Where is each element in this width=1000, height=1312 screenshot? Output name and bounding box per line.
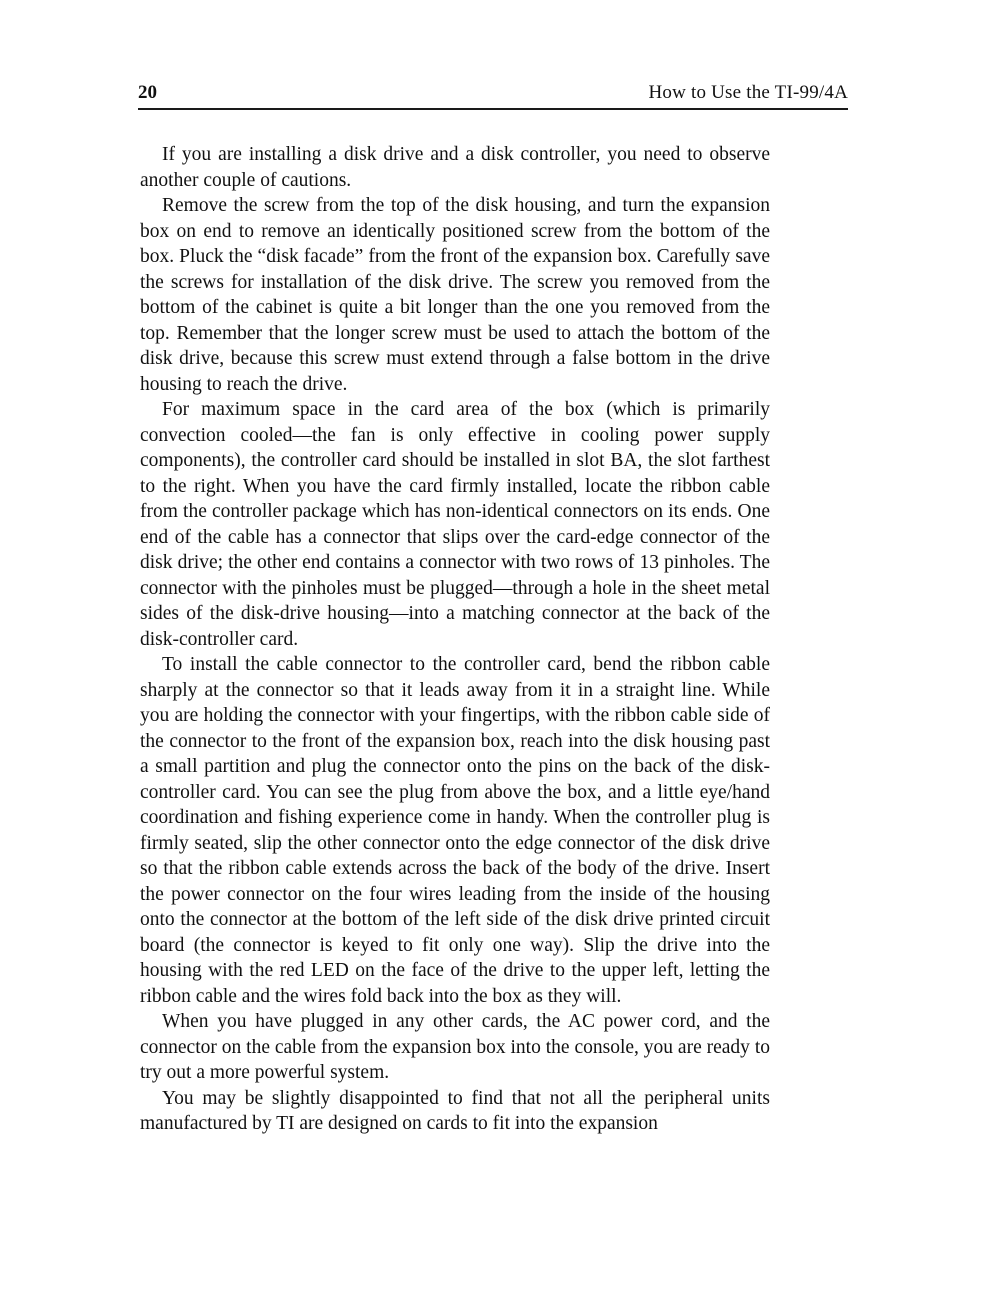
paragraph-remove-screw: Remove the screw from the top of the disk housing, and turn the expansion box on end to remove an identically positioned screw from the bottom of the box. Pluck the “disk facade” from the front of the expansion box. Carefully save the screws for installation of the disk drive. The screw you removed from the bottom of the cabinet is quite a bit longer than the one you removed from the top. Remember that the longer screw must be used to attach the bottom of the disk drive, because this screw must extend through a false bottom in the drive housing to reach the drive. <box>140 195 770 395</box>
page-number: 20 <box>138 82 157 103</box>
paragraph-cautions: If you are installing a disk drive and a disk controller, you need to observe another couple of cautions. <box>140 144 770 191</box>
paragraph-card-area: For maximum space in the card area of the box (which is primarily convection cooled—the fan is only effective in cooling power supply components), the controller card should be installed in slot BA, the slot farthest to the right. When you have the card firmly installed, locate the ribbon cable from the controller package which has non-identical connectors on its ends. One end of the cable has a connector that slips over the card-edge connector of the disk drive; the other end contains a connector with two rows of 13 pinholes. The connector with the pinholes must be plugged—through a hole in the sheet metal sides of the disk-drive housing—into a matching connector at the back of the disk-controller card. <box>140 399 770 650</box>
page-header <box>138 82 848 110</box>
paragraph-install-cable: To install the cable connector to the controller card, bend the ribbon cable sharply at the connector so that it leads away from it in a straight line. While you are holding the connector with your fingertips, with the ribbon cable side of the connector to the front of the expansion box, reach into the disk housing past a small partition and plug the connector onto the pins on the back of the disk-controller card. You can see the plug from above the box, and a little eye/hand coordination and fishing experience come in handy. When the controller plug is firmly seated, slip the other connector onto the edge connector of the disk drive so that the ribbon cable extends across the back of the body of the drive. Insert the power connector on the four wires leading from the inside of the housing onto the connector at the bottom of the left side of the disk drive printed circuit board (the connector is keyed to fit only one way). Slip the drive into the housing with the red LED on the face of the drive to the upper left, letting the ribbon cable and the wires fold back into the box as they will. <box>140 654 770 1007</box>
running-head: How to Use the TI-99/4A <box>648 82 848 103</box>
paragraph-ready: When you have plugged in any other cards, the AC power cord, and the connector on the cable from the expansion box into the console, you are ready to try out a more powerful system. <box>140 1011 770 1083</box>
paragraph-peripheral-units: You may be slightly disappointed to find that not all the peripheral units manufactured by TI are designed on cards to fit into the expansion <box>140 1087 770 1134</box>
body-text <box>140 142 770 1137</box>
